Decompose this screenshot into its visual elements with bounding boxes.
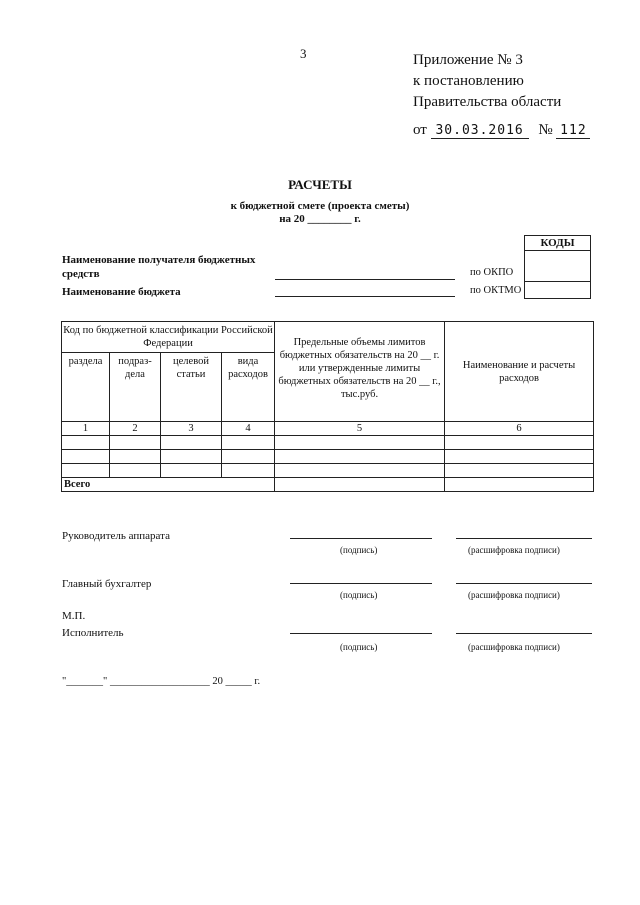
total-calc-cell[interactable]	[445, 478, 594, 492]
col-number-3: 3	[161, 422, 222, 436]
head-signature-caption: (подпись)	[340, 545, 378, 555]
footer-date-line: "_______" ___________________ 20 _____ г.	[62, 676, 261, 687]
appendix-line-2: к постановлению	[413, 73, 524, 89]
head-label: Руководитель аппарата	[62, 530, 170, 542]
accountant-decode-line[interactable]	[456, 583, 592, 584]
head-signature-line[interactable]	[290, 538, 432, 539]
limits-header: Предельные объемы лимитов бюджетных обязательств на 20 __ г. или утвержденные лимиты бюджетных обязательств на 20 __ г., тыс.руб.	[275, 322, 445, 422]
appendix-line-3: Правительства области	[413, 94, 562, 110]
total-label: Всего	[62, 478, 275, 492]
date-prefix: от	[413, 122, 427, 138]
expense-type-header: вида расходов	[222, 353, 275, 422]
codes-header: КОДЫ	[525, 236, 591, 251]
calculation-table	[61, 321, 594, 492]
budget-label: Наименование бюджета	[62, 286, 181, 298]
executor-label: Исполнитель	[62, 627, 124, 639]
accountant-label: Главный бухгалтер	[62, 578, 152, 590]
budget-classification-header: Код по бюджетной классификации Российской Федерации	[62, 322, 275, 353]
executor-signature-caption: (подпись)	[340, 642, 378, 652]
col-number-5: 5	[275, 422, 445, 436]
target-header: целевой статьи	[161, 353, 222, 422]
oktmo-label: по ОКТМО	[470, 285, 522, 296]
accountant-decode-caption: (расшифровка подписи)	[468, 590, 560, 600]
accountant-signature-caption: (подпись)	[340, 590, 378, 600]
recipient-field[interactable]	[275, 279, 455, 280]
number-prefix: №	[538, 122, 553, 138]
okpo-code-cell[interactable]	[525, 251, 591, 282]
section-header: раздела	[62, 353, 110, 422]
okpo-label: по ОКПО	[470, 267, 514, 278]
stamp-label: М.П.	[62, 610, 86, 622]
total-row	[62, 478, 594, 492]
year-line: на 20 ________ г.	[279, 213, 361, 225]
head-decode-line[interactable]	[456, 538, 592, 539]
total-limits-cell[interactable]	[275, 478, 445, 492]
oktmo-code-cell[interactable]	[525, 282, 591, 299]
table-row	[62, 464, 594, 478]
executor-decode-line[interactable]	[456, 633, 592, 634]
table-row	[62, 436, 594, 450]
calc-header: Наименование и расчеты расходов	[445, 322, 594, 422]
document-subtitle: к бюджетной смете (проекта сметы)	[230, 200, 410, 212]
document-title: РАСЧЕТЫ	[288, 177, 352, 192]
executor-decode-caption: (расшифровка подписи)	[468, 642, 560, 652]
executor-signature-line[interactable]	[290, 633, 432, 634]
col-number-2: 2	[110, 422, 161, 436]
accountant-signature-line[interactable]	[290, 583, 432, 584]
table-row	[62, 450, 594, 464]
page-number: 3	[300, 46, 307, 61]
budget-field[interactable]	[275, 296, 455, 297]
resolution-number: 112	[556, 123, 590, 139]
col-number-4: 4	[222, 422, 275, 436]
codes-table	[524, 235, 591, 299]
resolution-date: 30.03.2016	[431, 123, 529, 139]
subsection-header: подраз- дела	[110, 353, 161, 422]
resolution-date-row	[413, 122, 590, 139]
head-decode-caption: (расшифровка подписи)	[468, 545, 560, 555]
appendix-block	[413, 50, 561, 113]
appendix-line-1: Приложение № 3	[413, 52, 523, 68]
col-number-1: 1	[62, 422, 110, 436]
col-number-6: 6	[445, 422, 594, 436]
recipient-label: Наименование получателя бюджетных средств	[62, 254, 256, 280]
